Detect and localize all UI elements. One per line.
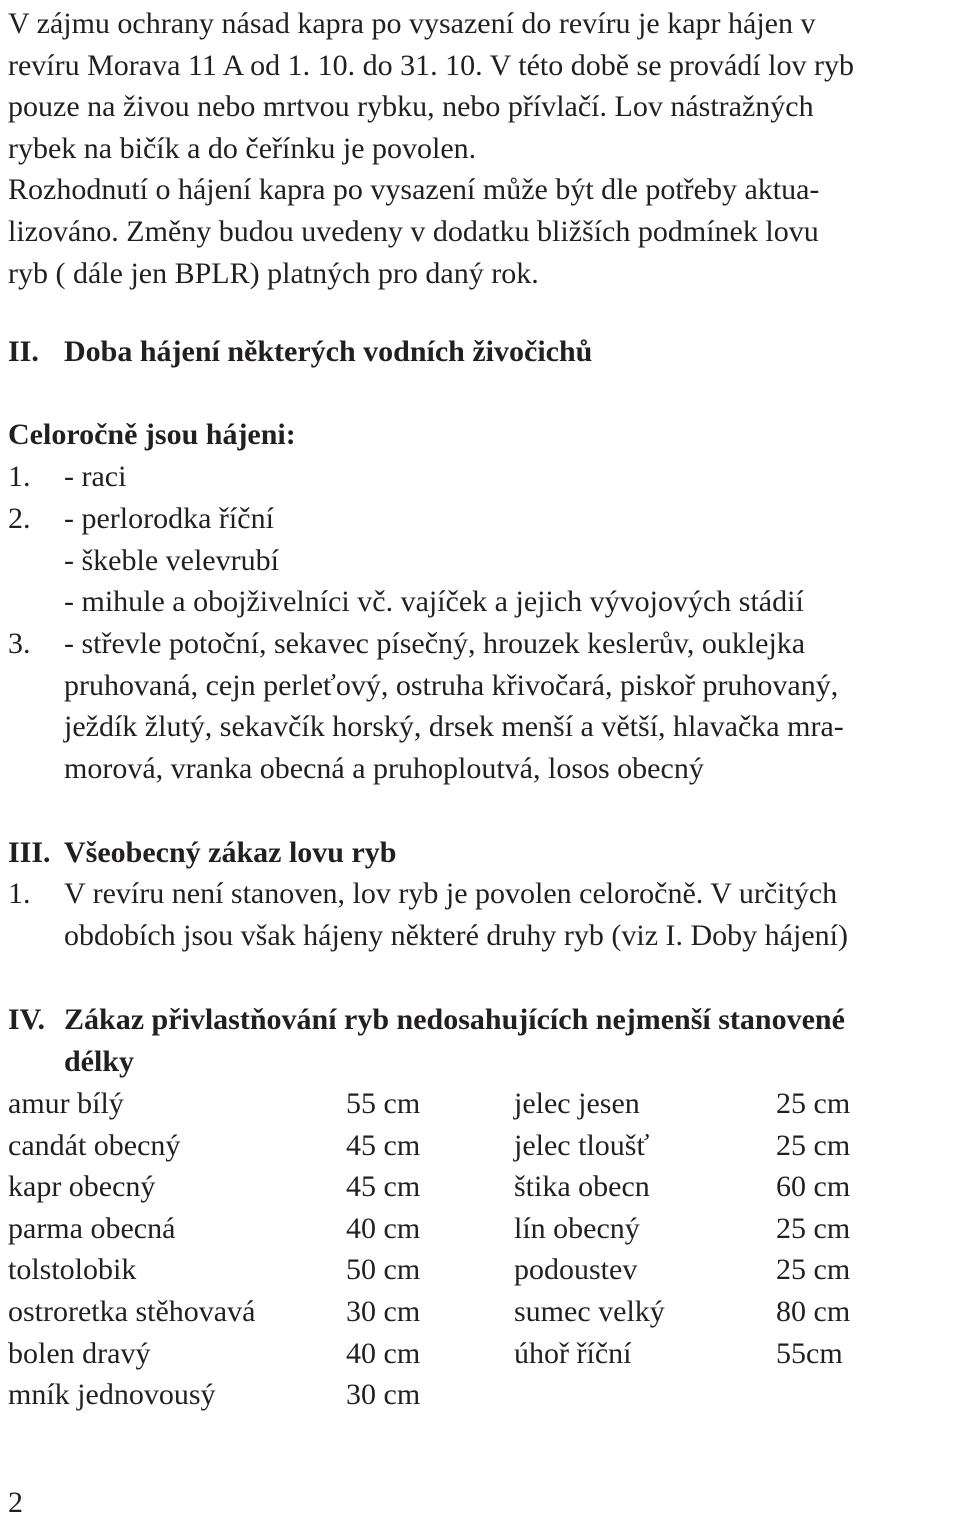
fish-length: 25 cm bbox=[776, 1087, 851, 1120]
item-text: - raci bbox=[64, 460, 127, 493]
item-text: - mihule a obojživelníci vč. vajíček a jejich vývojových stádií bbox=[64, 585, 804, 618]
fish-name: tolstolobik bbox=[8, 1253, 137, 1287]
intro-line: lizováno. Změny budou uvedeny v dodatku bližších podmínek lovu bbox=[8, 214, 819, 248]
list-item bbox=[8, 873, 837, 915]
item-text: morová, vranka obecná a pruhoploutvá, losos obecný bbox=[64, 752, 704, 785]
intro-line: ryb ( dále jen BPLR) platných pro daný rok. bbox=[8, 256, 539, 290]
section-4-title-continued: délky bbox=[64, 1045, 135, 1078]
fish-length: 25 cm bbox=[776, 1211, 851, 1245]
fish-name: candát obecný bbox=[8, 1128, 181, 1162]
intro-line: revíru Morava 11 A od 1. 10. do 31. 10. V této době se provádí lov ryb bbox=[8, 48, 855, 82]
fish-length: 25 cm bbox=[776, 1253, 851, 1287]
item-text: V revíru není stanoven, lov ryb je povolen celoročně. V určitých bbox=[64, 877, 838, 910]
intro-line: pouze na živou nebo mrtvou rybku, nebo přívlačí. Lov nástražných bbox=[8, 90, 814, 124]
intro-line: rybek na bičík a do čeřínku je povolen. bbox=[8, 131, 477, 165]
item-text: - škeble velevrubí bbox=[64, 544, 279, 577]
section-3-title: Všeobecný zákaz lovu ryb bbox=[64, 836, 397, 869]
section-4-title: Zákaz přivlastňování ryb nedosahujících nejmenší stanovené bbox=[64, 1003, 845, 1036]
fish-name: parma obecná bbox=[8, 1211, 176, 1245]
fish-length: 60 cm bbox=[776, 1170, 851, 1204]
section-4-number: IV. bbox=[8, 1003, 45, 1036]
fish-name: jelec jesen bbox=[514, 1087, 640, 1120]
section-2-heading bbox=[8, 331, 592, 373]
fish-length: 45 cm bbox=[346, 1128, 421, 1162]
fish-length: 55 cm bbox=[346, 1087, 421, 1120]
fish-length: 45 cm bbox=[346, 1170, 421, 1204]
item-number: 3. bbox=[8, 627, 31, 660]
fish-length: 30 cm bbox=[346, 1294, 421, 1328]
fish-name: lín obecný bbox=[514, 1211, 640, 1245]
fish-length: 40 cm bbox=[346, 1336, 421, 1370]
section-3-heading bbox=[8, 832, 397, 874]
fish-name: amur bílý bbox=[8, 1087, 124, 1120]
section-2-title: Doba hájení některých vodních živočichů bbox=[64, 335, 593, 368]
fish-name: jelec tloušť bbox=[514, 1128, 650, 1162]
fish-name: štika obecn bbox=[514, 1170, 650, 1204]
list-item bbox=[8, 498, 274, 540]
item-text: obdobích jsou však hájeny některé druhy ryb (viz I. Doby hájení) bbox=[64, 919, 848, 952]
section-3-number: III. bbox=[8, 836, 51, 869]
fish-name: ostroretka stěhovavá bbox=[8, 1294, 256, 1328]
section-4-heading bbox=[8, 999, 845, 1041]
section-2-number: II. bbox=[8, 335, 39, 368]
item-number: 1. bbox=[8, 877, 31, 910]
intro-line: Rozhodnutí o hájení kapra po vysazení může být dle potřeby aktua- bbox=[8, 173, 820, 207]
fish-length: 80 cm bbox=[776, 1294, 851, 1328]
fish-length: 25 cm bbox=[776, 1128, 851, 1162]
fish-name: mník jednovousý bbox=[8, 1378, 216, 1412]
page-number: 2 bbox=[8, 1486, 23, 1519]
item-text: pruhovaná, cejn perleťový, ostruha křivočará, piskoř pruhovaný, bbox=[64, 669, 839, 702]
intro-line: V zájmu ochrany násad kapra po vysazení do revíru je kapr hájen v bbox=[8, 7, 816, 40]
fish-length: 50 cm bbox=[346, 1253, 421, 1287]
intro-paragraph bbox=[8, 3, 854, 294]
fish-name: bolen dravý bbox=[8, 1336, 151, 1370]
list-item bbox=[8, 623, 805, 665]
fish-length: 40 cm bbox=[346, 1211, 421, 1245]
fish-name: podoustev bbox=[514, 1253, 638, 1287]
item-number: 2. bbox=[8, 502, 31, 535]
section-2-subheading: Celoročně jsou hájeni: bbox=[8, 418, 296, 451]
fish-length: 30 cm bbox=[346, 1378, 421, 1412]
fish-name: úhoř říční bbox=[514, 1336, 632, 1370]
fish-name: sumec velký bbox=[514, 1294, 665, 1328]
item-number: 1. bbox=[8, 460, 31, 493]
fish-length: 55cm bbox=[776, 1336, 843, 1370]
item-text: ježdík žlutý, sekavčík horský, drsek menší a větší, hlavačka mra- bbox=[64, 710, 844, 743]
item-text: - perlorodka říční bbox=[64, 502, 274, 535]
item-text: - střevle potoční, sekavec písečný, hrouzek keslerův, ouklejka bbox=[64, 627, 806, 660]
fish-name: kapr obecný bbox=[8, 1170, 156, 1204]
list-item bbox=[8, 456, 126, 498]
